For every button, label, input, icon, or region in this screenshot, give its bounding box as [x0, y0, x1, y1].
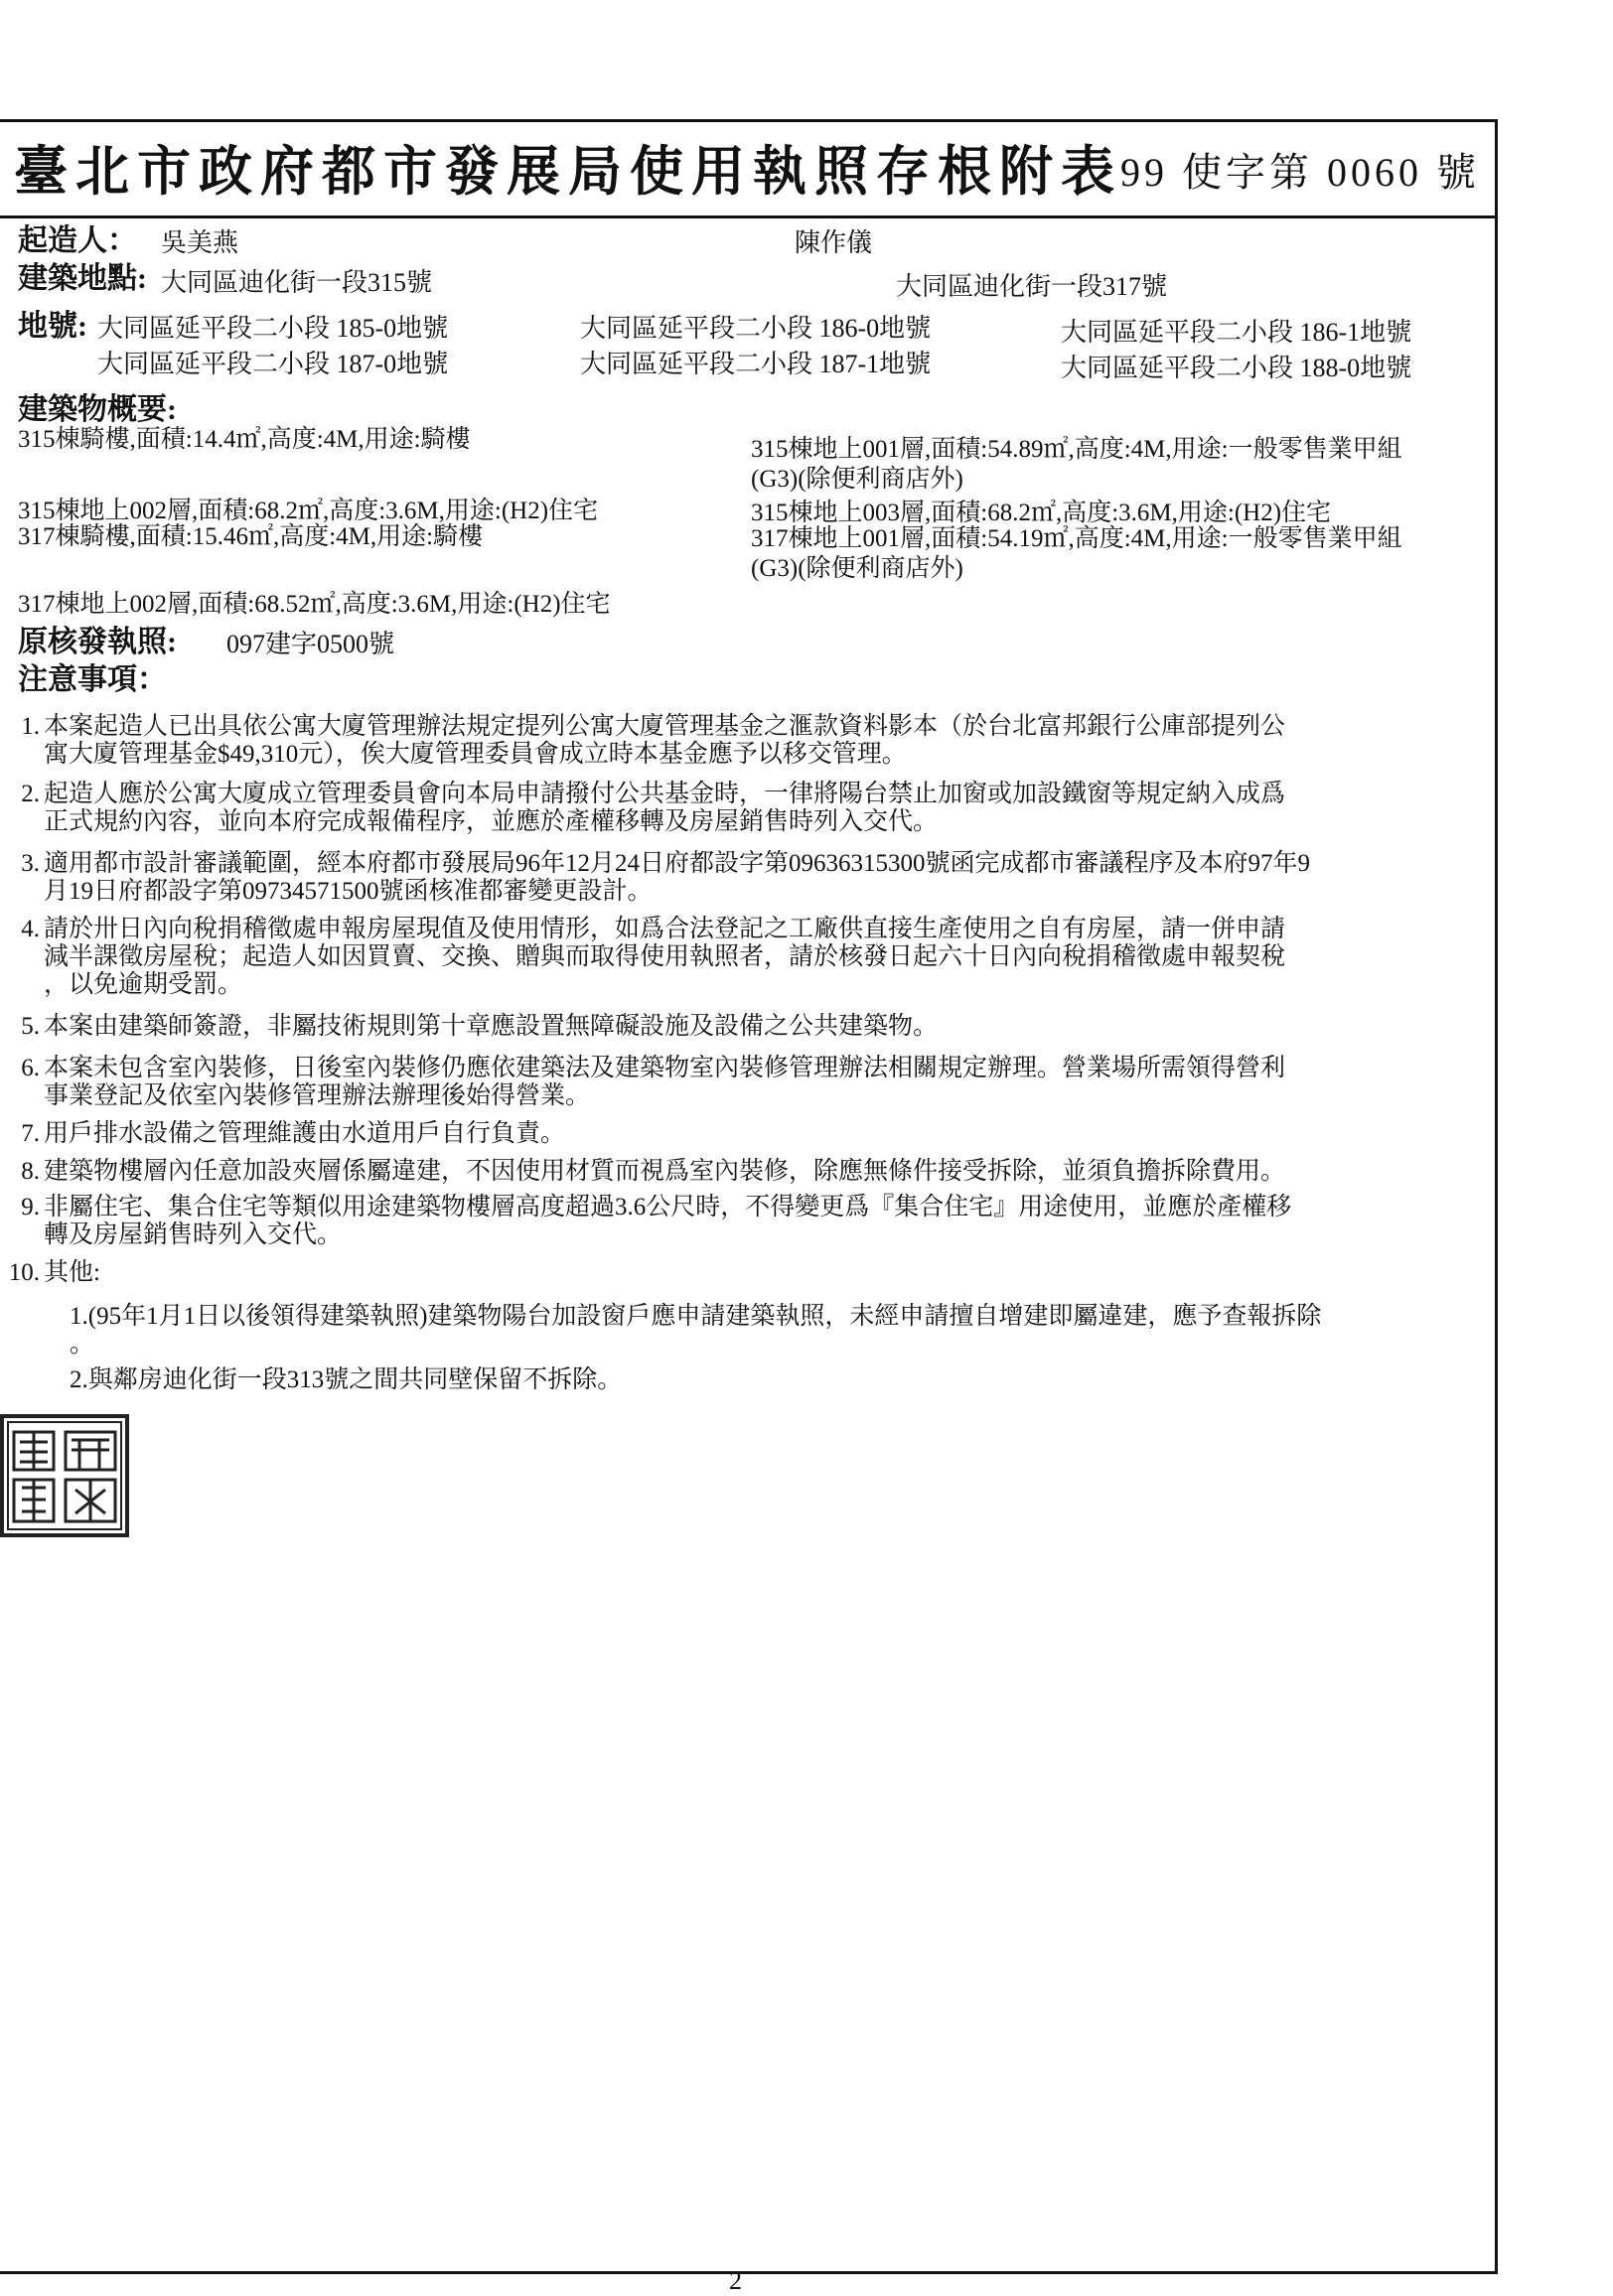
official-seal	[0, 1414, 129, 1537]
note-line: 正式規約內容，並向本府完成報備程序，並應於產權移轉及房屋銷售時列入交代。	[44, 808, 939, 835]
note-number: 10.	[8, 1259, 40, 1286]
overview-item: (G3)(除便利商店外)	[751, 466, 963, 493]
lot-item: 大同區延平段二小段 188-0地號	[1061, 354, 1412, 382]
lot-item: 大同區延平段二小段 186-0地號	[580, 314, 932, 343]
applicant-label: 起造人：	[18, 224, 137, 257]
note-number: 4.	[21, 916, 40, 942]
notes-label: 注意事項：	[18, 663, 167, 696]
other-line: 1.(95年1月1日以後領得建築執照)建築物陽台加設窗戶應申請建築執照，未經申請擅自增建即屬違建，應予查報拆除	[70, 1303, 1322, 1330]
note-number: 9.	[21, 1194, 40, 1220]
overview-item: 315棟騎樓,面積:14.4㎡,高度:4M,用途:騎樓	[18, 426, 471, 453]
other-line: 。	[70, 1331, 95, 1358]
note-item	[21, 1120, 1496, 1148]
note-number: 3.	[21, 850, 40, 877]
note-line: 非屬住宅、集合住宅等類似用途建築物樓層高度超過3.6公尺時，不得變更爲『集合住宅』用途使用，並應於產權移	[44, 1194, 1292, 1220]
note-number: 7.	[21, 1120, 40, 1147]
note-line: 減半課徵房屋稅；起造人如因買賣、交換、贈與而取得使用執照者，請於核發日起六十日內向稅捐稽徵處申報契稅	[44, 943, 1286, 970]
note-line: 請於卅日內向稅捐稽徵處申報房屋現值及使用情形，如爲合法登記之工廠供直接生產使用之自有房屋，請一併申請	[44, 916, 1286, 942]
location-label: 建築地點:	[18, 262, 147, 295]
overview-item: 317棟騎樓,面積:15.46㎡,高度:4M,用途:騎樓	[18, 523, 484, 550]
overview-item: 315棟地上003層,面積:68.2㎡,高度:3.6M,用途:(H2)住宅	[751, 500, 1332, 526]
lots-label: 地號:	[18, 310, 87, 343]
note-line: 轉及房屋銷售時列入交代。	[44, 1221, 343, 1248]
applicant-name-1: 吳美燕	[161, 228, 239, 257]
original-permit-label: 原核發執照:	[18, 626, 177, 658]
note-item	[8, 1259, 1496, 1287]
note-line: 起造人應於公寓大廈成立管理委員會向本局申請撥付公共基金時，一律將陽台禁止加窗或加設鐵窗等規定納入成爲	[44, 781, 1286, 807]
overview-item: 317棟地上001層,面積:54.19㎡,高度:4M,用途:一般零售業甲組	[751, 525, 1402, 552]
address-315: 大同區迪化街一段315號	[161, 268, 433, 297]
applicant-name-2: 陳作儀	[795, 228, 873, 257]
lot-item: 大同區延平段二小段 187-0地號	[97, 350, 449, 378]
note-item	[21, 1194, 1496, 1249]
note-line: 本案起造人已出具依公寓大廈管理辦法規定提列公寓大廈管理基金之滙款資料影本（於台北富邦銀行公庫部提列公	[44, 713, 1286, 740]
permit-number: 99 使字第 0060 號	[1120, 150, 1480, 195]
note-line: 本案未包含室內裝修，日後室內裝修仍應依建築法及建築物室內裝修管理辦法相關規定辦理。營業場所需領得營利	[44, 1055, 1286, 1081]
note-item	[21, 1055, 1496, 1110]
note-number: 1.	[21, 713, 40, 740]
page-number: 2	[729, 2266, 742, 2295]
note-item	[21, 850, 1496, 906]
overview-item: (G3)(除便利商店外)	[751, 555, 963, 582]
note-line: 本案由建築師簽證，非屬技術規則第十章應設置無障礙設施及設備之公共建築物。	[44, 1013, 939, 1040]
note-line: 建築物樓層內任意加設夾層係屬違建，不因使用材質而視爲室內裝修，除應無條件接受拆除，並須負擔拆除費用。	[44, 1158, 1286, 1185]
note-item	[21, 781, 1496, 836]
note-item	[21, 1013, 1496, 1041]
overview-item: 315棟地上001層,面積:54.89㎡,高度:4M,用途:一般零售業甲組	[751, 436, 1402, 463]
overview-item: 317棟地上002層,面積:68.52㎡,高度:3.6M,用途:(H2)住宅	[18, 591, 611, 618]
note-line: 事業登記及依室內裝修管理辦法辦理後始得營業。	[44, 1082, 591, 1109]
note-line: 月19日府都設字第09734571500號函核准都審變更設計。	[44, 878, 653, 905]
note-line: 適用都市設計審議範圍，經本府都市發展局96年12月24日府都設字第09636315300號函完成都市審議程序及本府97年9	[44, 850, 1311, 877]
other-line: 2.與鄰房迪化街一段313號之間共同壁保留不拆除。	[70, 1366, 623, 1393]
note-line: 其他:	[44, 1259, 100, 1286]
original-permit-value: 097建字0500號	[226, 630, 395, 658]
note-number: 8.	[21, 1158, 40, 1185]
note-item	[21, 916, 1496, 999]
overview-item: 315棟地上002層,面積:68.2㎡,高度:3.6M,用途:(H2)住宅	[18, 498, 599, 524]
note-item	[21, 713, 1496, 769]
note-line: 寓大廈管理基金$49,310元），俟大廈管理委員會成立時本基金應予以移交管理。	[44, 741, 907, 768]
lot-item: 大同區延平段二小段 186-1地號	[1061, 318, 1412, 347]
document-title: 臺北市政府都市發展局使用執照存根附表	[14, 142, 1122, 202]
address-317: 大同區迪化街一段317號	[896, 272, 1168, 301]
note-line: 用戶排水設備之管理維護由水道用戶自行負責。	[44, 1120, 566, 1147]
other-item	[70, 1303, 1496, 1359]
note-item	[21, 1158, 1496, 1186]
lot-item: 大同區延平段二小段 185-0地號	[97, 314, 449, 343]
note-number: 5.	[21, 1013, 40, 1040]
note-number: 2.	[21, 781, 40, 807]
note-number: 6.	[21, 1055, 40, 1081]
other-item	[70, 1366, 1496, 1394]
seal-text: 府都發北	[0, 1414, 4, 1415]
lot-item: 大同區延平段二小段 187-1地號	[580, 350, 932, 378]
overview-label: 建築物概要:	[18, 393, 177, 426]
note-line: ，以免逾期受罰。	[44, 971, 243, 998]
